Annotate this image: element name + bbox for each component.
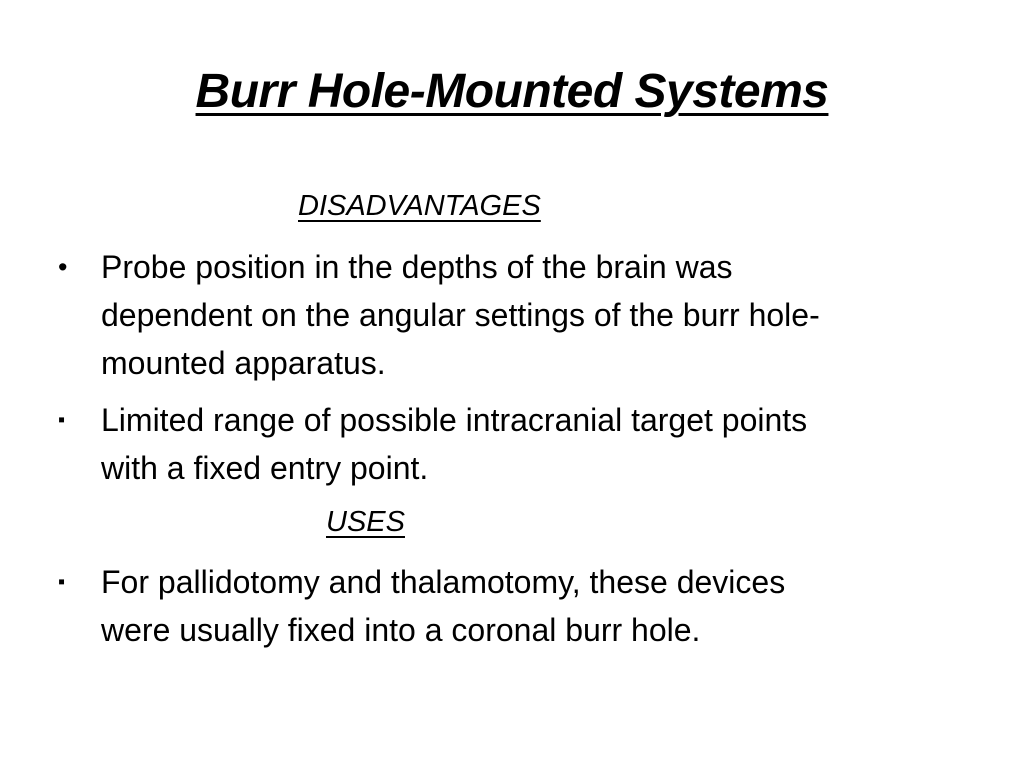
slide-title: Burr Hole-Mounted Systems	[195, 65, 829, 118]
bullet-line: with a fixed entry point.	[101, 450, 429, 486]
square-bullet-icon: ▪	[58, 571, 66, 593]
bullet-text	[101, 396, 807, 492]
bullet-item	[58, 396, 958, 492]
bullet-item	[58, 558, 958, 654]
bullet-item	[58, 243, 958, 387]
bullet-line: For pallidotomy and thalamotomy, these devices	[101, 564, 786, 600]
bullet-line: mounted apparatus.	[101, 345, 386, 381]
bullet-line: dependent on the angular settings of the burr hole-	[101, 297, 820, 333]
bullet-text	[101, 558, 785, 654]
bullet-line: Limited range of possible intracranial target points	[101, 402, 808, 438]
square-bullet-icon: ▪	[58, 409, 66, 431]
uses-heading: USES	[326, 506, 405, 538]
bullet-text	[101, 243, 820, 387]
disadvantages-heading: DISADVANTAGES	[298, 190, 541, 222]
round-bullet-icon: •	[58, 252, 68, 282]
bullet-line: Probe position in the depths of the brain was	[101, 249, 733, 285]
bullet-line: were usually fixed into a coronal burr hole.	[101, 612, 701, 648]
